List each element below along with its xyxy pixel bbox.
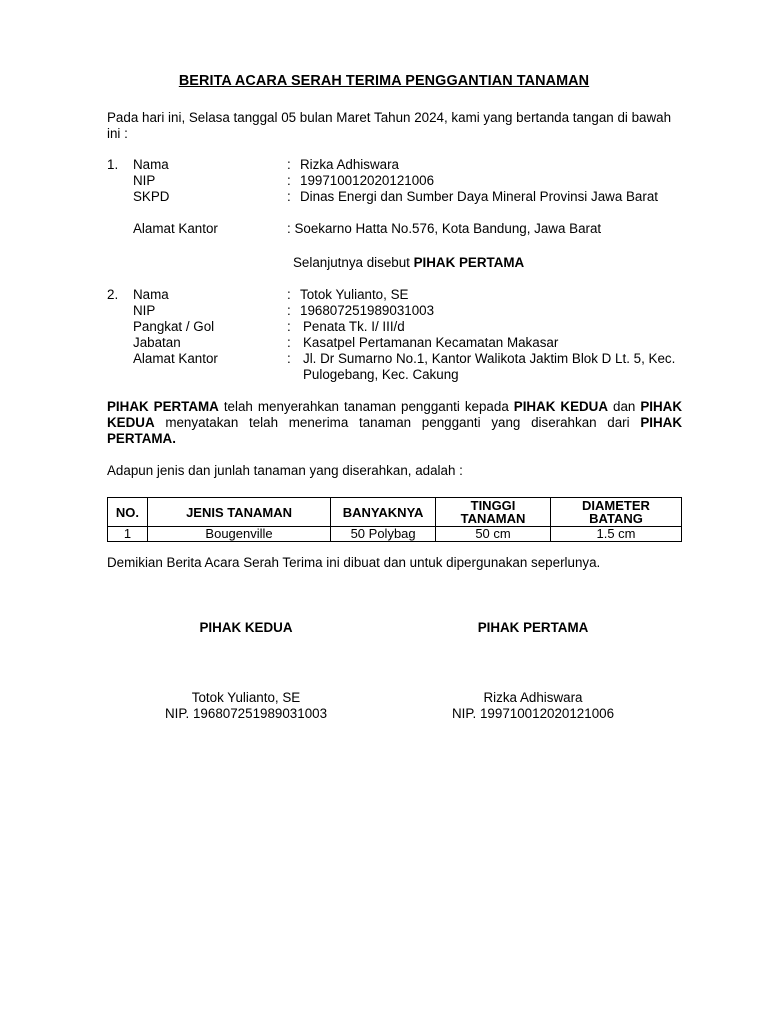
statement-text: dan: [608, 399, 641, 414]
party-1-nama-value: Rizka Adhiswara: [300, 157, 399, 172]
party-1-alamat-value: : Soekarno Hatta No.576, Kota Bandung, Jawa Barat: [287, 221, 602, 236]
colon: :: [287, 303, 291, 318]
table-cell: 1.5 cm: [551, 527, 682, 542]
party-2-nama-label: Nama: [133, 287, 169, 302]
party-2-nip-label: NIP: [133, 303, 156, 318]
party-1-skpd-value: Dinas Energi dan Sumber Daya Mineral Provinsi Jawa Barat: [300, 189, 658, 204]
plant-table: [107, 497, 682, 542]
colon: :: [287, 287, 291, 302]
table-header-cell: BANYAKNYA: [331, 498, 436, 527]
party-2-nip-value: 196807251989031003: [300, 303, 435, 318]
designation-prefix: Selanjutnya disebut: [293, 255, 414, 270]
colon: :: [287, 319, 291, 334]
table-cell: 50 cm: [436, 527, 551, 542]
statement-text: menyatakan telah menerima tanaman pengganti yang diserahkan dari: [154, 415, 641, 430]
signature-name: Rizka Adhiswara: [483, 690, 583, 705]
party-2-number: 2.: [107, 287, 119, 302]
closing-paragraph: Demikian Berita Acara Serah Terima ini dibuat dan untuk dipergunakan seperlunya.: [107, 555, 601, 570]
party-1-details: [107, 157, 682, 237]
party-2-alamat-label: Alamat Kantor: [133, 351, 218, 366]
table-row: [108, 527, 682, 542]
signature-nip: NIP. 196807251989031003: [164, 706, 328, 721]
colon: :: [287, 189, 291, 204]
table-cell: Bougenville: [147, 527, 330, 542]
party-1-nip-value: 199710012020121006: [300, 173, 435, 188]
designation-label: PIHAK PERTAMA: [413, 255, 525, 270]
signature-block-left: [106, 620, 386, 722]
table-header-row: [108, 498, 682, 527]
party-2-pangkat-value: Penata Tk. I/ III/d: [303, 319, 405, 334]
table-header-cell: DIAMETER BATANG: [551, 498, 682, 527]
party-1-number: 1.: [107, 157, 119, 172]
statement-bold: PIHAK KEDUA: [107, 399, 682, 430]
statement-text: telah menyerahkan tanaman pengganti kepada: [218, 399, 514, 414]
signature-block-right: [393, 620, 673, 722]
table-header-cell: JENIS TANAMAN: [147, 498, 330, 527]
colon: :: [287, 335, 291, 350]
intro-paragraph: Pada hari ini, Selasa tanggal 05 bulan Maret Tahun 2024, kami yang bertanda tangan di bawah ini :: [107, 110, 672, 141]
handover-statement: [107, 399, 682, 447]
table-header-cell: TINGGI TANAMAN: [436, 498, 551, 527]
plant-list-intro: Adapun jenis dan junlah tanaman yang diserahkan, adalah :: [107, 463, 463, 478]
table-cell: 1: [108, 527, 148, 542]
signature-heading: PIHAK PERTAMA: [477, 620, 589, 635]
party-2-details: [107, 287, 682, 383]
party-2-pangkat-label: Pangkat / Gol: [133, 319, 215, 334]
statement-bold: PIHAK PERTAMA.: [107, 415, 682, 446]
document-title: BERITA ACARA SERAH TERIMA PENGGANTIAN TANAMAN: [178, 73, 590, 89]
colon: :: [287, 351, 291, 366]
party-1-alamat-label: Alamat Kantor: [133, 221, 218, 236]
party-1-nip-label: NIP: [133, 173, 156, 188]
party-2-jabatan-value: Kasatpel Pertamanan Kecamatan Makasar: [303, 335, 559, 350]
signature-name: Totok Yulianto, SE: [191, 690, 301, 705]
signature-nip: NIP. 199710012020121006: [451, 706, 615, 721]
party-2-nama-value: Totok Yulianto, SE: [300, 287, 409, 302]
party-2-alamat-value: Jl. Dr Sumarno No.1, Kantor Walikota Jaktim Blok D Lt. 5, Kec. Pulogebang, Kec. Cakung: [303, 351, 676, 382]
party-2-jabatan-label: Jabatan: [133, 335, 181, 350]
table-header-cell: NO.: [108, 498, 148, 527]
colon: :: [287, 173, 291, 188]
party-1-designation: [293, 255, 524, 271]
colon: :: [287, 157, 291, 172]
party-1-nama-label: Nama: [133, 157, 169, 172]
table-cell: 50 Polybag: [331, 527, 436, 542]
party-1-skpd-label: SKPD: [133, 189, 170, 204]
statement-bold: PIHAK KEDUA: [513, 399, 609, 414]
statement-bold: PIHAK PERTAMA: [107, 399, 219, 414]
signature-heading: PIHAK KEDUA: [199, 620, 293, 635]
